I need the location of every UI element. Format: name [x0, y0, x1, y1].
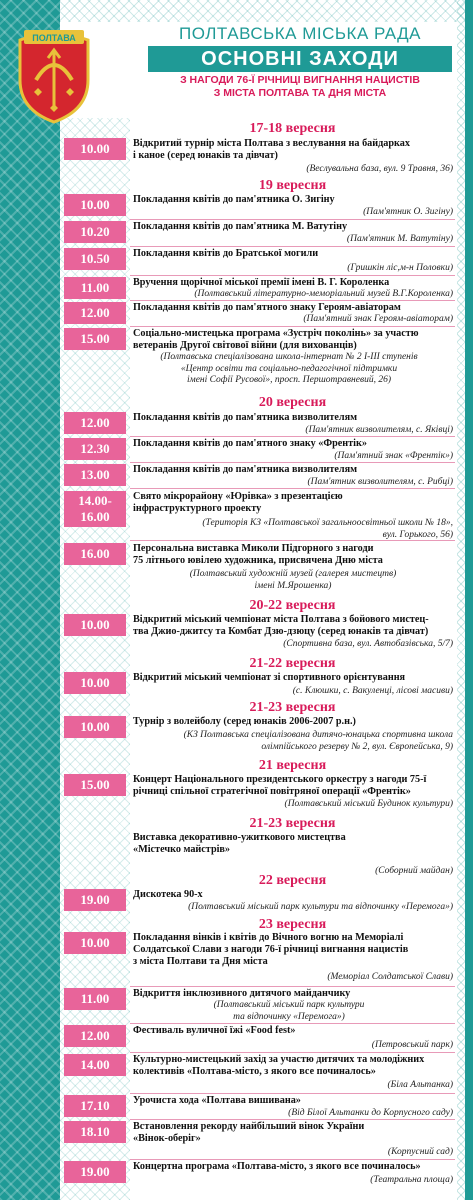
event-time: 15.00	[64, 774, 126, 796]
event-place: (с. Клюшки, с. Вакуленці, лісові масиви)	[292, 686, 453, 696]
event-title: Покладання квітів до пам'ятника визволителям	[133, 412, 358, 423]
event-title: Відкриття інклюзивного дитячого майданчику	[133, 988, 351, 999]
page-title: ОСНОВНІ ЗАХОДИ	[201, 48, 399, 70]
event-place: (Полтавський міський Будинок культури)	[284, 799, 453, 809]
divider	[130, 462, 455, 463]
divider	[130, 1052, 455, 1053]
event-title: Покладання квітів до пам'ятного знаку Героям-авіаторам	[133, 302, 401, 313]
event-title: Покладання вінків і квітів до Вічного вогню на Меморіалі Солдатської Слави з нагоди 76-ї річниці вигнання нацистів з міста Полтави та Дня міста	[133, 932, 409, 967]
event-title: Вручення щорічної міської премії імені В. Г. Короленка	[133, 277, 390, 288]
event-place: (Полтавський міський парк культури та відпочинку «Перемога»)	[188, 902, 453, 912]
event-title: Культурно-мистецький захід за участю дитячих та молодіжних колективів «Полтава-місто, з якого все починалось»	[133, 1054, 425, 1077]
event-title: Персональна виставка Миколи Підгорного з нагоди 75 літнього ювілею художника, присвячена Дню міста	[133, 543, 383, 566]
event-title: Відкритий міський чемпіонат зі спортивного орієнтування	[133, 672, 406, 683]
event-title: Соціально-мистецька програма «Зустріч поколінь» за участю ветеранів Другої світової війни (для вихованців)	[133, 328, 419, 351]
event-time: 11.00	[64, 988, 126, 1010]
event-time: 13.00	[64, 464, 126, 486]
day-heading: 21-23 вересня	[249, 816, 336, 831]
event-time: 12.30	[64, 438, 126, 460]
day-heading: 21-23 вересня	[249, 700, 336, 715]
event-time: 12.00	[64, 412, 126, 434]
org-name: ПОЛТАВСЬКА МІСЬКА РАДА	[179, 24, 421, 43]
event-place: (Спортивна база, вул. Автобазівська, 5/7)	[283, 639, 453, 649]
event-title: Свято мікрорайону «Юрівка» з презентацією інфраструктурного проекту	[133, 491, 343, 514]
divider	[130, 275, 455, 276]
day-heading: 20 вересня	[258, 395, 327, 410]
day-heading: 17-18 вересня	[249, 121, 336, 136]
event-time: 10.00	[64, 138, 126, 160]
event-title: Турнір з волейболу (серед юнаків 2006-2007 р.н.)	[133, 716, 356, 727]
divider	[130, 540, 455, 541]
event-place: (Полтавська спеціалізована школа-інтернат № 2 І-ІІІ ступенів «Центр освіти та соціально-педагогічної підтримки імені Софії Русової», просп. Першотравневий, 26)	[160, 352, 418, 385]
divider	[130, 1023, 455, 1024]
event-place: (Пам'ятний знак «Френтік»)	[334, 451, 453, 461]
event-place: (Меморіал Солдатської Слави)	[327, 972, 453, 982]
event-title: Дискотека 90-х	[133, 889, 203, 900]
event-place: (Територія КЗ «Полтавської загальноосвітньої школи № 18», вул. Горького, 56)	[202, 518, 453, 540]
event-title: Встановлення рекорду найбільший вінок України «Вінок-оберіг»	[133, 1121, 365, 1144]
event-time: 16.00	[64, 543, 126, 565]
event-time: 14.00	[64, 1054, 126, 1076]
event-title: Концерт Національного президентського оркестру з нагоди 75-ї річниці спільної стратегічної повітряної операції «Френтік»	[133, 774, 427, 797]
event-title: Відкритий турнір міста Полтава з веслування на байдарках і каное (серед юнаків та дівчат)	[133, 138, 410, 161]
day-heading: 21 вересня	[258, 758, 327, 773]
event-title: Покладання квітів до пам'ятника М. Ватутіну	[133, 221, 348, 232]
divider	[130, 1159, 455, 1160]
day-heading: 20-22 вересня	[249, 598, 336, 613]
divider	[130, 326, 455, 327]
event-place: (Полтавський художній музей (галерея мистецтв) імені М.Ярошенка)	[189, 569, 397, 591]
event-time: 15.00	[64, 328, 126, 350]
event-place: (Від Білої Альтанки до Корпусного саду)	[288, 1108, 453, 1118]
event-place: (Веслувальна база, вул. 9 Травня, 36)	[306, 164, 453, 174]
divider	[130, 1093, 455, 1094]
event-place: (Петровський парк)	[371, 1040, 453, 1050]
divider	[130, 246, 455, 247]
event-time: 19.00	[64, 889, 126, 911]
event-time: 18.10	[64, 1121, 126, 1143]
event-place: (Пам'ятний знак Героям-авіаторам)	[303, 314, 453, 324]
event-time: 10.00	[64, 716, 126, 738]
day-heading: 19 вересня	[258, 178, 327, 193]
event-title: Виставка декоративно-ужиткового мистецтва «Містечко майстрів»	[133, 832, 346, 855]
event-place: (Пам'ятник визволителям, с. Рибці)	[307, 477, 453, 487]
event-place: (Полтавський літературно-меморіальний музей В.Г.Короленка)	[194, 289, 453, 299]
event-place: (Полтавський міський парк культури та відпочинку «Перемога»)	[213, 1000, 365, 1022]
event-place: (Пам'ятник О. Зигіну)	[363, 207, 453, 217]
emblem-text: ПОЛТАВА	[32, 33, 76, 43]
event-place: (Корпусний сад)	[387, 1147, 453, 1157]
event-time: 19.00	[64, 1161, 126, 1183]
event-time: 10.20	[64, 221, 126, 243]
event-time: 14.00- 16.00	[64, 491, 126, 527]
divider	[130, 1119, 455, 1120]
event-place: (Театральна площа)	[370, 1175, 453, 1185]
event-place: (Соборний майдан)	[375, 866, 453, 876]
event-time: 12.00	[64, 1025, 126, 1047]
event-time: 10.00	[64, 932, 126, 954]
event-title: Покладання квітів до пам'ятника О. Зигіну	[133, 194, 335, 205]
event-place: (Біла Альтанка)	[387, 1080, 453, 1090]
event-time: 10.50	[64, 248, 126, 270]
event-place: (КЗ Полтавська спеціалізована дитячо-юнацька спортивна школа олімпійського резерву № 2, вул. Європейська, 9)	[183, 730, 453, 752]
event-time: 10.00	[64, 672, 126, 694]
divider	[130, 436, 455, 437]
event-title: Урочиста хода «Полтава вишивана»	[133, 1095, 301, 1106]
day-heading: 22 вересня	[258, 873, 327, 888]
divider	[130, 488, 455, 489]
event-title: Покладання квітів до пам'ятного знаку «Френтік»	[133, 438, 367, 449]
event-place: (Пам'ятник М. Ватутіну)	[346, 234, 453, 244]
event-title: Покладання квітів до пам'ятника визволителям	[133, 464, 358, 475]
event-place: (Гришкін ліс,м-н Половки)	[347, 263, 453, 273]
event-time: 11.00	[64, 277, 126, 299]
event-title: Концертна програма «Полтава-місто, з якого все починалось»	[133, 1161, 421, 1172]
subtitle-line-1: З НАГОДИ 76-Ї РІЧНИЦІ ВИГНАННЯ НАЦИСТІВ	[180, 74, 420, 86]
event-time: 10.00	[64, 194, 126, 216]
subtitle-line-2: З МІСТА ПОЛТАВА ТА ДНЯ МІСТА	[213, 87, 387, 99]
event-place: (Пам'ятник визволителям, с. Яківці)	[305, 425, 453, 435]
event-title: Відкритий міський чемпіонат міста Полтава з бойового мистец- тва Джио-джитсу та Комбат Дзю-дзюцу (серед юнаків та дівчат)	[133, 614, 429, 637]
divider	[130, 986, 455, 987]
event-time: 12.00	[64, 302, 126, 324]
event-time: 10.00	[64, 614, 126, 636]
event-time: 17.10	[64, 1095, 126, 1117]
event-title: Фестиваль вуличної їжі «Food fest»	[133, 1025, 296, 1036]
divider	[130, 219, 455, 220]
day-heading: 21-22 вересня	[249, 656, 336, 671]
event-title: Покладання квітів до Братської могили	[133, 248, 319, 259]
divider	[130, 300, 455, 301]
day-heading: 23 вересня	[258, 917, 327, 932]
